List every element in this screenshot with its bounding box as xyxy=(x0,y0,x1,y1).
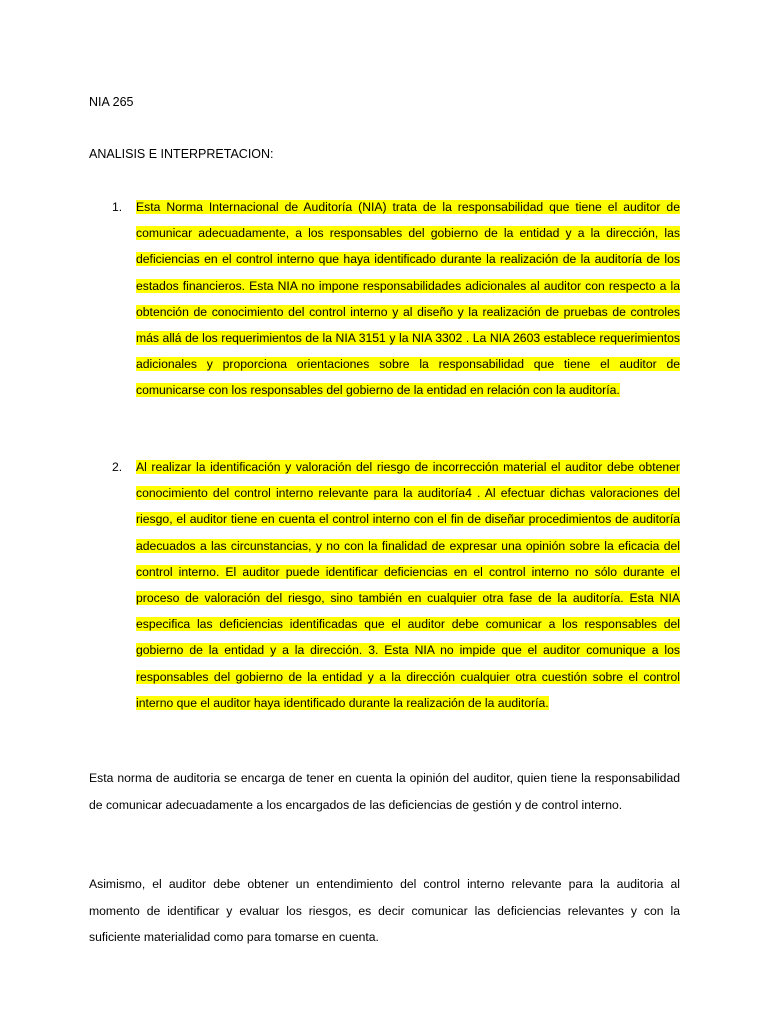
body-paragraph: Asimismo, el auditor debe obtener un entendimiento del control interno relevante para la auditoria al momento de identificar y evaluar los riesgos, es decir comunicar las deficiencias relevantes y con la suficiente materialidad como para tomarse en cuenta. xyxy=(89,877,680,944)
list-item xyxy=(112,194,680,404)
document-title: NIA 265 xyxy=(89,95,134,109)
numbered-list-2 xyxy=(112,454,680,716)
list-item-number: 2. xyxy=(112,460,123,474)
list-item xyxy=(112,454,680,716)
section-heading: ANALISIS E INTERPRETACION: xyxy=(89,147,274,161)
numbered-list-1 xyxy=(112,194,680,404)
body-paragraph: Esta norma de auditoria se encarga de tener en cuenta la opinión del auditor, quien tiene la responsabilidad de comunicar adecuadamente a los encargados de las deficiencias de gestión y de control interno. xyxy=(89,771,680,812)
list-item-number: 1. xyxy=(112,200,123,214)
highlighted-text: Esta Norma Internacional de Auditoría (NIA) trata de la responsabilidad que tiene el auditor de comunicar adecuadamente, a los responsables del gobierno de la entidad y a la dirección, las deficiencias en el control interno que haya identificado durante la realización de la auditoría de los estados financieros. Esta NIA no impone responsabilidades adicionales al auditor con respecto a la obtención de conocimiento del control interno y al diseño y la realización de pruebas de controles más allá de los requerimientos de la NIA 3151 y la NIA 3302 . La NIA 2603 establece requerimientos adicionales y proporciona orientaciones sobre la responsabilidad que tiene el auditor de comunicarse con los responsables del gobierno de la entidad en relación con la auditoría. xyxy=(136,200,680,398)
highlighted-text: Al realizar la identificación y valoración del riesgo de incorrección material el auditor debe obtener conocimiento del control interno relevante para la auditoría4 . Al efectuar dichas valoraciones del riesgo, el auditor tiene en cuenta el control interno con el fin de diseñar procedimientos de auditoría adecuados a las circunstancias, y no con la finalidad de expresar una opinión sobre la eficacia del control interno. El auditor puede identificar deficiencias en el control interno no sólo durante el proceso de valoración del riesgo, sino también en cualquier otra fase de la auditoría. Esta NIA especifica las deficiencias identificadas que el auditor debe comunicar a los responsables del gobierno de la entidad y a la dirección. 3. Esta NIA no impide que el auditor comunique a los responsables del gobierno de la entidad y a la dirección cualquier otra cuestión sobre el control interno que el auditor haya identificado durante la realización de la auditoría. xyxy=(136,460,680,710)
